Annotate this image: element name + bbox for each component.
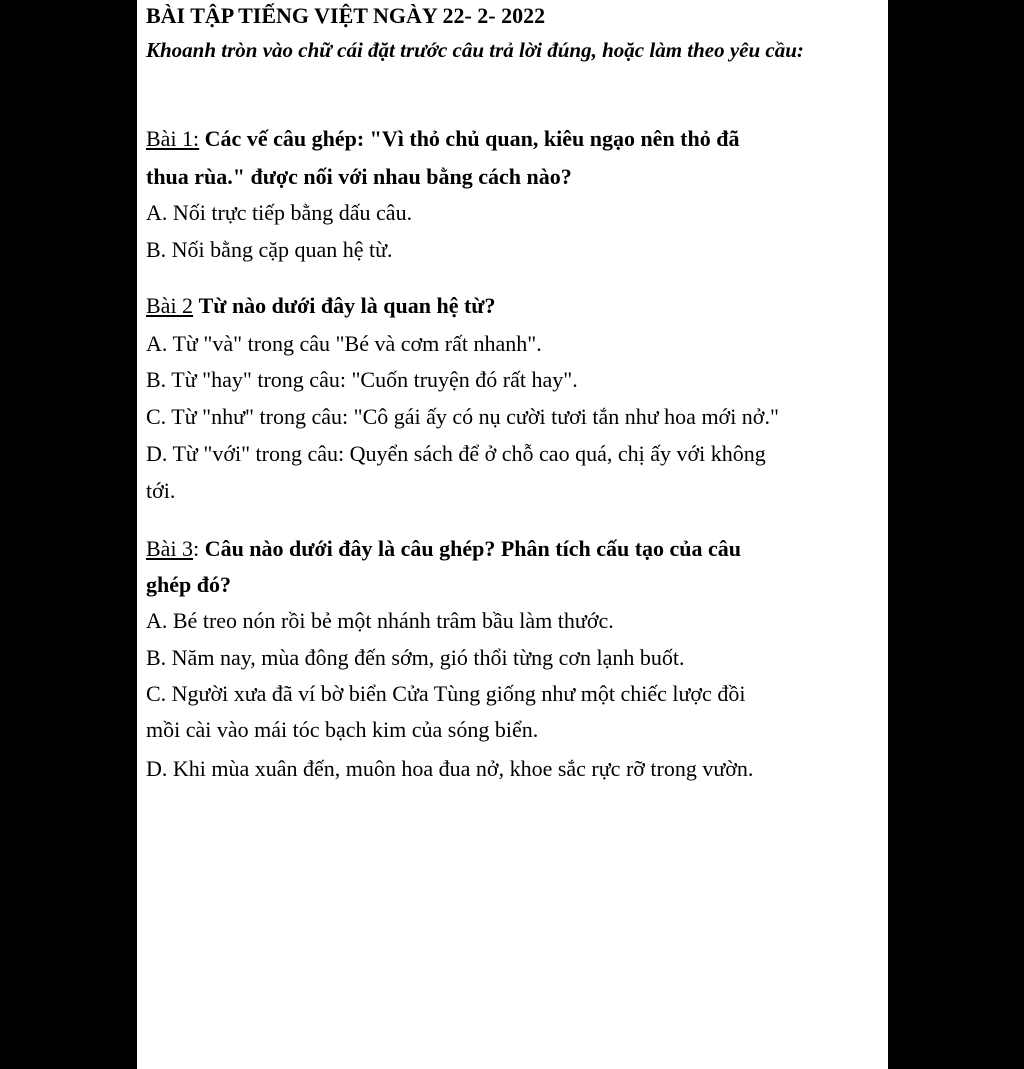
exercise-2-option-c: C. Từ "như" trong câu: "Cô gái ấy có nụ cười tươi tắn như hoa mới nở." — [146, 404, 779, 429]
exercise-2-option-d-continued: tới. — [146, 478, 176, 503]
exercise-2-option-b: B. Từ "hay" trong câu: "Cuốn truyện đó rất hay". — [146, 367, 578, 392]
exercise-1-question-line-1 — [146, 125, 739, 153]
exercise-2-label: Bài 2 — [146, 293, 194, 318]
exercise-3-question-line-2: ghép đó? — [146, 572, 231, 597]
exercise-1-question-text: Các vế câu ghép: "Vì thỏ chủ quan, kiêu ngạo nên thỏ đã — [204, 126, 740, 151]
exercise-1-option-b: B. Nối bằng cặp quan hệ từ. — [146, 237, 393, 262]
exercise-3-label-colon: : — [193, 536, 200, 561]
exercise-2-option-d: D. Từ "với" trong câu: Quyển sách để ở chỗ cao quá, chị ấy với không — [146, 441, 766, 466]
document-page — [137, 0, 888, 1069]
exercise-2-question-line-1 — [146, 292, 496, 320]
instruction-text: Khoanh tròn vào chữ cái đặt trước câu trả lời đúng, hoặc làm theo yêu cầu: — [146, 38, 804, 62]
exercise-3-option-a: A. Bé treo nón rồi bẻ một nhánh trâm bầu làm thước. — [146, 608, 614, 633]
exercise-3-option-c-continued: mồi cài vào mái tóc bạch kim của sóng biển. — [146, 717, 539, 742]
exercise-3-option-b: B. Năm nay, mùa đông đến sớm, gió thổi từng cơn lạnh buốt. — [146, 645, 685, 670]
exercise-1-label: Bài 1: — [146, 126, 200, 151]
exercise-3-option-c: C. Người xưa đã ví bờ biển Cửa Tùng giống như một chiếc lược đồi — [146, 681, 746, 706]
exercise-2-option-a: A. Từ "và" trong câu "Bé và cơm rất nhanh". — [146, 331, 542, 356]
exercise-2-question-text: Từ nào dưới đây là quan hệ từ? — [198, 293, 496, 318]
exercise-3-label: Bài 3 — [146, 536, 194, 561]
exercise-3-option-d: D. Khi mùa xuân đến, muôn hoa đua nở, khoe sắc rực rỡ trong vườn. — [146, 756, 754, 781]
exercise-1-question-line-2: thua rùa." được nối với nhau bằng cách nào? — [146, 164, 572, 189]
page-title: BÀI TẬP TIẾNG VIỆT NGÀY 22- 2- 2022 — [146, 3, 546, 28]
exercise-3-question-line-1 — [146, 535, 741, 563]
exercise-3-question-text: Câu nào dưới đây là câu ghép? Phân tích cấu tạo của câu — [204, 536, 742, 561]
exercise-1-option-a: A. Nối trực tiếp bằng dấu câu. — [146, 200, 413, 225]
